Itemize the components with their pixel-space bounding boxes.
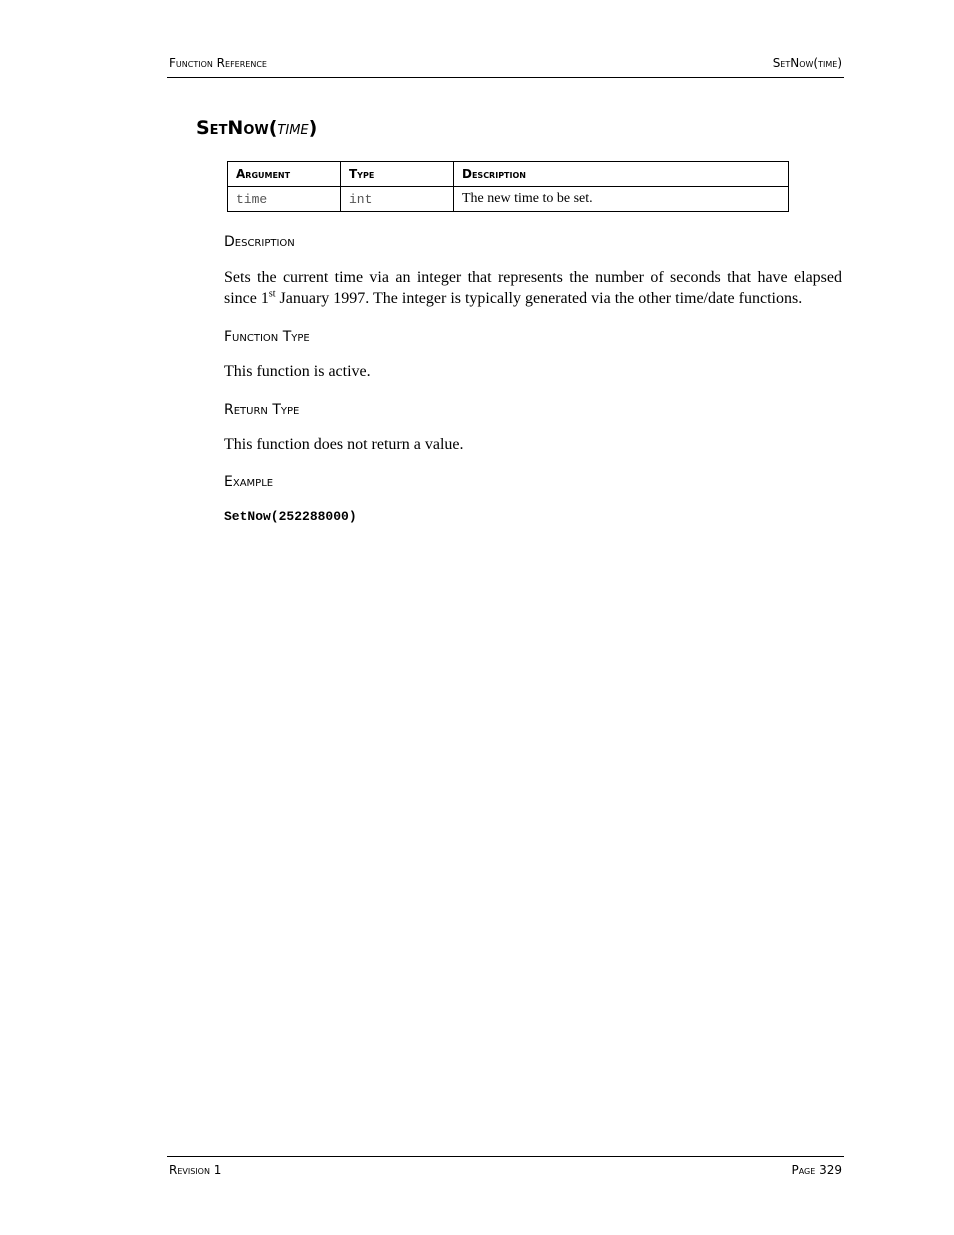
column-header-argument: Argument: [228, 162, 341, 187]
cell-description: The new time to be set.: [454, 187, 789, 212]
cell-argument: time: [228, 187, 341, 212]
column-header-description: Description: [454, 162, 789, 187]
description-text-part2: January 1997. The integer is typically generated via the other time/date functions.: [275, 290, 803, 307]
function-type-heading: Function Type: [224, 329, 310, 345]
description-text-part1: Sets the current time via an integer that represents the number of seconds that have elapsed since 1: [224, 269, 842, 307]
function-close-paren: ): [308, 117, 318, 139]
function-param: time: [277, 117, 309, 139]
page-footer: [167, 1156, 844, 1177]
description-text: [224, 267, 842, 309]
table-header-row: [228, 162, 789, 187]
table-row: [228, 187, 789, 212]
footer-revision: Revision 1: [169, 1163, 222, 1177]
description-superscript: st: [268, 288, 276, 300]
example-heading: Example: [224, 474, 274, 490]
return-type-heading: Return Type: [224, 402, 300, 418]
return-type-text: This function does not return a value.: [224, 436, 464, 453]
column-header-type: Type: [341, 162, 454, 187]
function-name: SetNow(: [196, 117, 278, 139]
arguments-table: [227, 161, 789, 212]
cell-type: int: [341, 187, 454, 212]
function-title: [196, 117, 317, 139]
function-type-text: This function is active.: [224, 363, 371, 380]
header-function-name: SetNow(time): [772, 56, 842, 70]
page-header: [167, 56, 844, 78]
footer-page-number: Page 329: [791, 1163, 842, 1177]
description-heading: Description: [224, 234, 295, 250]
header-section-title: Function Reference: [169, 56, 267, 70]
example-code: SetNow(252288000): [224, 509, 357, 524]
